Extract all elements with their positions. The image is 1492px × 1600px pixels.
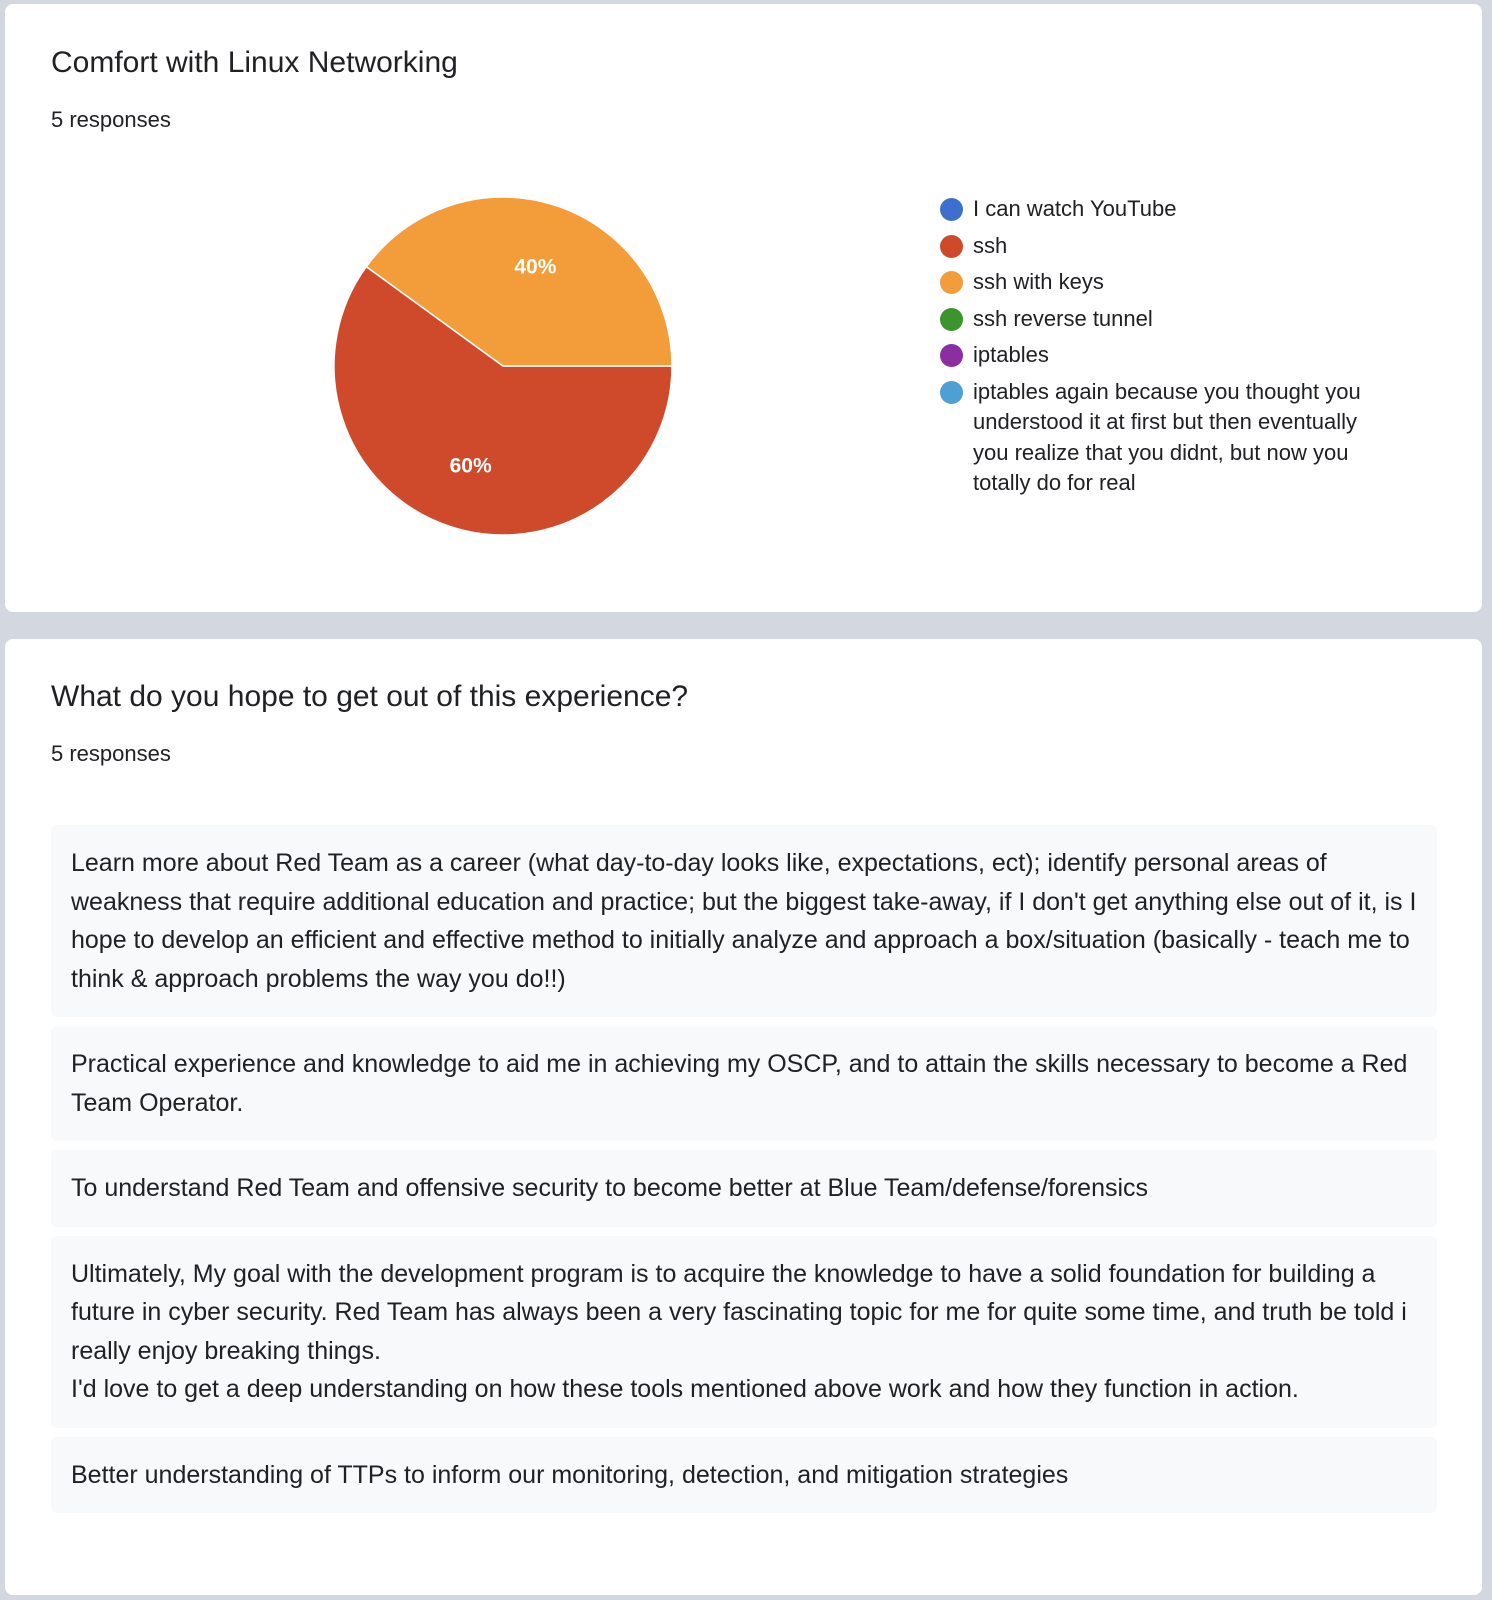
legend-swatch-icon	[940, 381, 963, 404]
legend-item-ssh[interactable]	[940, 231, 1390, 262]
legend-label: I can watch YouTube	[973, 196, 1177, 221]
pie-slices	[334, 197, 672, 535]
response-item: Ultimately, My goal with the development program is to acquire the knowledge to have a solid foundation for building a future in cyber security. Red Team has always been a very fascinating topic for me for quite some time, and truth be told i really enjoy breaking things. I'd love to get a deep understanding on how these tools mentioned above work and how they function in action.	[51, 1236, 1437, 1428]
legend-swatch-icon	[940, 235, 963, 258]
legend-label: ssh with keys	[973, 269, 1104, 294]
legend-item-iptables-again[interactable]	[940, 377, 1390, 499]
response-item: Practical experience and knowledge to aid me in achieving my OSCP, and to attain the skills necessary to become a Red Team Operator.	[51, 1026, 1437, 1141]
question-title: What do you hope to get out of this experience?	[51, 680, 689, 713]
pie-slice-label: 40%	[514, 255, 557, 279]
legend-label: iptables	[973, 342, 1049, 367]
question-card-linux-networking	[5, 4, 1482, 612]
legend-item-ssh-reverse-tunnel[interactable]	[940, 304, 1390, 335]
question-title: Comfort with Linux Networking	[51, 46, 458, 79]
legend-swatch-icon	[940, 198, 963, 221]
legend-label: iptables again because you thought you understood it at first but then eventually you realize that you didnt, but now you totally do for real	[973, 378, 1361, 495]
legend-item-ssh-with-keys[interactable]	[940, 267, 1390, 298]
response-item: Better understanding of TTPs to inform our monitoring, detection, and mitigation strategies	[51, 1437, 1437, 1514]
response-list	[51, 825, 1437, 1522]
legend-swatch-icon	[940, 308, 963, 331]
chart-legend	[940, 194, 1390, 505]
legend-swatch-icon	[940, 271, 963, 294]
pie-slice-label: 60%	[449, 454, 492, 478]
response-count: 5 responses	[51, 741, 171, 766]
legend-item-youtube[interactable]	[940, 194, 1390, 225]
legend-label: ssh	[973, 232, 1008, 258]
question-card-hopes	[5, 639, 1482, 1595]
legend-label: ssh reverse tunnel	[973, 305, 1153, 331]
legend-item-iptables[interactable]	[940, 340, 1390, 371]
response-item: Learn more about Red Team as a career (what day-to-day looks like, expectations, ect); identify personal areas of weakness that require additional education and practice; but the biggest take-away, if I don't get anything else out of it, is I hope to develop an efficient and effective method to initially analyze and approach a box/situation (basically - teach me to think & approach problems the way you do!!)	[51, 825, 1437, 1017]
legend-swatch-icon	[940, 344, 963, 367]
response-count: 5 responses	[51, 107, 171, 132]
response-item: To understand Red Team and offensive security to become better at Blue Team/defense/forensics	[51, 1150, 1437, 1227]
